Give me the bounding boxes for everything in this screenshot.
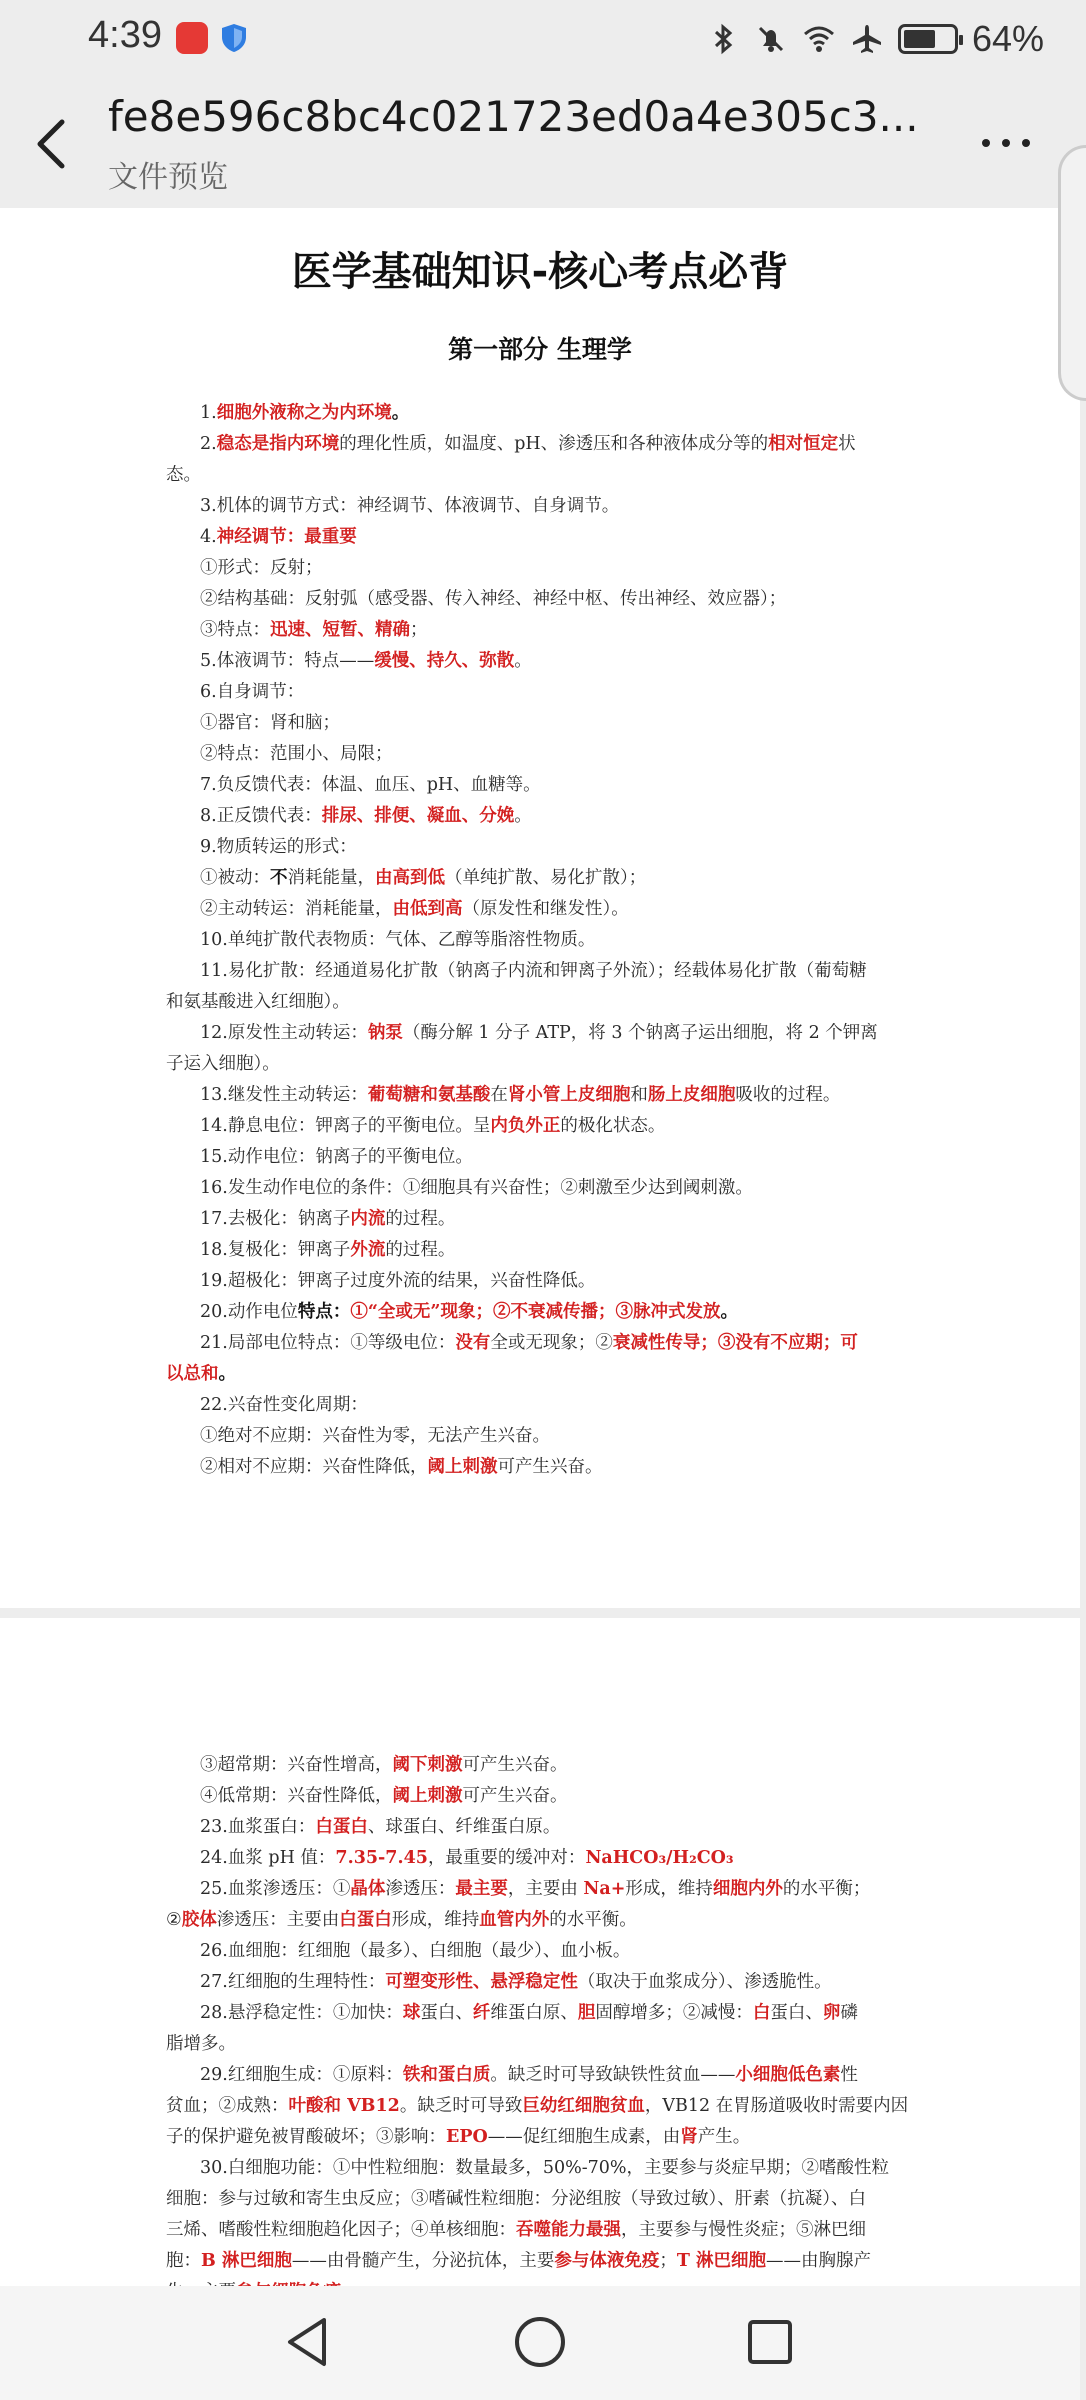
- highlighted-text: 肾: [680, 2127, 698, 2147]
- text-segment: 脂增多。: [166, 2034, 236, 2054]
- text-line: [166, 1359, 918, 1390]
- text-line: [200, 398, 952, 429]
- text-segment: 的极化状态。: [560, 1116, 666, 1136]
- text-line: [166, 2184, 918, 2215]
- text-segment: ；: [659, 2251, 677, 2271]
- text-line: [200, 894, 952, 925]
- battery-icon: [898, 24, 958, 54]
- text-segment: 消耗能量，: [287, 868, 375, 888]
- text-line: [166, 987, 918, 1018]
- text-segment: 三烯、嗜酸性粒细胞趋化因子；④单核细胞：: [166, 2220, 516, 2240]
- text-segment: 7.负反馈代表：体温、血压、pH、血糖等。: [200, 775, 541, 795]
- text-segment: ——促红细胞生成素，由: [487, 2127, 681, 2147]
- huawei-app-icon: [176, 22, 208, 54]
- document-page-1[interactable]: [0, 208, 1080, 1608]
- text-line: [200, 1390, 952, 1421]
- highlighted-text: 胶体: [181, 1910, 217, 1930]
- text-segment: 16.发生动作电位的条件：①细胞具有兴奋性；②刺激至少达到阈刺激。: [200, 1178, 753, 1198]
- highlighted-text: 钠泵: [367, 1023, 403, 1043]
- text-segment: 3.机体的调节方式：神经调节、体液调节、自身调节。: [200, 496, 620, 516]
- text-segment: 1.: [200, 403, 217, 423]
- file-preview-subtitle: 文件预览: [108, 160, 228, 195]
- text-segment: 的过程。: [385, 1240, 456, 1260]
- text-segment: 5.体液调节：特点——: [200, 651, 375, 671]
- title-bar: [0, 80, 1080, 208]
- text-segment: ②特点：范围小、局限；: [200, 744, 393, 764]
- text-segment: 渗透压：: [385, 1879, 456, 1899]
- text-segment: ，主要参与慢性炎症；⑤淋巴细: [621, 2220, 866, 2240]
- battery-level: [904, 30, 935, 48]
- text-segment: 可产生兴奋。: [462, 1755, 568, 1775]
- text-segment: 25.血浆渗透压：①: [200, 1879, 351, 1899]
- text-line: [166, 2091, 918, 2122]
- text-segment: 2.: [200, 434, 217, 454]
- text-line: [200, 832, 952, 863]
- text-segment: ①器官：肾和脑；: [200, 713, 340, 733]
- text-segment: 的理化性质，如温度、pH、渗透压和各种液体成分等的: [339, 434, 769, 454]
- text-line: [200, 863, 952, 894]
- text-segment: 30.白细胞功能：①中性粒细胞：数量最多，50%-70%，主要参与炎症早期；②嗜酸性粒: [200, 2158, 890, 2178]
- text-line: [200, 801, 952, 832]
- text-segment: （取决于血浆成分）、渗透脆性。: [577, 1972, 832, 1992]
- text-segment: 。缺乏时可导致缺铁性贫血——: [490, 2065, 736, 2085]
- text-segment: 蛋白、: [420, 2003, 473, 2023]
- text-segment: 形成，维持: [625, 1879, 713, 1899]
- text-line: [200, 1812, 952, 1843]
- text-segment: 18.复极化：钾离子: [200, 1240, 351, 1260]
- text-line: [200, 1266, 952, 1297]
- text-line: [200, 1452, 952, 1483]
- text-line: [200, 925, 952, 956]
- text-segment: 全或无现象；②: [490, 1333, 613, 1353]
- text-line: [200, 491, 952, 522]
- text-segment: 29.红细胞生成：①原料：: [200, 2065, 403, 2085]
- shield-icon: [220, 22, 248, 54]
- text-line: [200, 1874, 952, 1905]
- highlighted-text: 迅速、短暂、精确: [270, 620, 410, 640]
- text-segment: 10.单纯扩散代表物质：气体、乙醇等脂溶性物质。: [200, 930, 596, 950]
- highlighted-text: 内负外正: [490, 1116, 561, 1136]
- text-segment: 形成，维持: [391, 1910, 480, 1930]
- text-segment: 不: [270, 868, 288, 888]
- text-segment: 15.动作电位：钠离子的平衡电位。: [200, 1147, 473, 1167]
- highlighted-text: 衰减性传导；③没有不应期；可: [612, 1333, 858, 1353]
- highlighted-text: 白: [752, 2003, 771, 2023]
- highlighted-text: 可塑变形性、悬浮稳定性: [385, 1972, 578, 1992]
- highlighted-text: 晶体: [350, 1879, 386, 1899]
- text-line: [200, 956, 952, 987]
- status-icons: [706, 16, 1044, 62]
- text-segment: 。: [720, 1302, 738, 1322]
- highlighted-text: 神经调节：最重要: [216, 527, 357, 547]
- highlighted-text: NaHCO₃/H₂CO₃: [585, 1848, 734, 1868]
- highlighted-text: 阈下刺激: [392, 1755, 463, 1775]
- text-segment: ③特点：: [200, 620, 270, 640]
- more-options-icon[interactable]: [976, 128, 1036, 158]
- text-segment: 。: [218, 1364, 236, 1384]
- text-segment: 12.原发性主动转运：: [200, 1023, 368, 1043]
- text-line: [200, 739, 952, 770]
- text-segment: 、球蛋白、纤维蛋白原。: [367, 1817, 561, 1837]
- text-segment: 26.血细胞：红细胞（最多）、白细胞（最少）、血小板。: [200, 1941, 631, 1961]
- text-segment: ①形式：反射；: [200, 558, 323, 578]
- text-segment: 28.悬浮稳定性：①加快：: [200, 2003, 403, 2023]
- wifi-icon: [802, 22, 836, 56]
- text-line: [200, 553, 952, 584]
- text-segment: 4.: [200, 527, 217, 547]
- text-segment: 24.血浆 pH 值：: [200, 1848, 336, 1868]
- status-bar: [0, 0, 1080, 80]
- text-line: [166, 2246, 918, 2277]
- navigation-bar: [0, 2286, 1080, 2400]
- text-segment: 的水平衡。: [549, 1910, 637, 1930]
- highlighted-text: Na+: [583, 1879, 626, 1899]
- text-segment: 胞：: [166, 2251, 201, 2271]
- text-line: [200, 708, 952, 739]
- text-segment: ——由骨髓产生，分泌抗体，主要: [291, 2251, 555, 2271]
- text-segment: ②结构基础：反射弧（感受器、传入神经、神经中枢、传出神经、效应器）；: [200, 589, 787, 609]
- text-segment: 。: [514, 806, 532, 826]
- highlighted-text: 卵: [822, 2003, 841, 2023]
- text-segment: 在: [490, 1085, 508, 1105]
- text-segment: 渗透压：主要由: [216, 1910, 340, 1930]
- highlighted-text: 参与体液免疫: [554, 2251, 660, 2271]
- text-segment: ②主动转运：消耗能量，: [200, 899, 393, 919]
- side-panel-handle[interactable]: [1058, 145, 1086, 401]
- text-segment: （单纯扩散、易化扩散）；: [445, 868, 647, 888]
- highlighted-text: 纤: [472, 2003, 491, 2023]
- text-line: [200, 615, 952, 646]
- text-segment: 14.静息电位：钾离子的平衡电位。呈: [200, 1116, 491, 1136]
- highlighted-text: 最主要: [455, 1879, 508, 1899]
- text-segment: 子的保护避免被胃酸破坏；③影响：: [166, 2127, 446, 2147]
- highlighted-text: 白蛋白: [339, 1910, 392, 1930]
- text-segment: 蛋白、: [770, 2003, 823, 2023]
- text-line: [200, 1781, 952, 1812]
- text-segment: （酶分解 1 分子 ATP，将 3 个钠离子运出细胞，将 2 个钾离: [402, 1023, 878, 1043]
- text-line: [200, 522, 952, 553]
- text-line: [200, 2060, 952, 2091]
- text-segment: ②: [166, 1910, 182, 1930]
- text-segment: 可产生兴奋。: [497, 1457, 603, 1477]
- text-line: [200, 1080, 952, 1111]
- text-segment: ③超常期：兴奋性增高，: [200, 1755, 393, 1775]
- text-segment: 的水平衡；: [782, 1879, 871, 1899]
- text-segment: 磷: [840, 2003, 858, 2023]
- text-segment: 17.去极化：钠离子: [200, 1209, 351, 1229]
- highlighted-text: B 淋巴细胞: [201, 2251, 292, 2271]
- highlighted-text: 细胞内外: [712, 1879, 783, 1899]
- text-segment: ①绝对不应期：兴奋性为零，无法产生兴奋。: [200, 1426, 550, 1446]
- document-page-2[interactable]: [0, 1618, 1080, 2286]
- text-segment: 细胞：参与过敏和寄生虫反应；③嗜碱性粒细胞：分泌组胺（导致过敏）、肝素（抗凝）、白: [166, 2189, 866, 2209]
- mute-bell-icon: [754, 22, 788, 56]
- text-line: [166, 1049, 918, 1080]
- text-segment: 子运入细胞）。: [166, 1054, 280, 1074]
- text-segment: 23.血浆蛋白：: [200, 1817, 316, 1837]
- highlighted-text: 稳态是指内环境: [216, 434, 340, 454]
- text-segment: ；: [410, 620, 428, 640]
- highlighted-text: 白蛋白: [315, 1817, 368, 1837]
- text-segment: 8.正反馈代表：: [200, 806, 322, 826]
- text-segment: 和氨基酸进入红细胞）。: [166, 992, 350, 1012]
- text-segment: ，VB12 在胃肠道吸收时需要内因: [644, 2096, 909, 2116]
- highlighted-text: 葡萄糖和氨基酸: [367, 1085, 491, 1105]
- text-line: [200, 1936, 952, 1967]
- highlighted-text: 以总和: [166, 1364, 219, 1384]
- text-segment: 态。: [166, 465, 201, 485]
- text-segment: 的过程。: [385, 1209, 456, 1229]
- text-segment: 贫血；②成熟：: [166, 2096, 289, 2116]
- highlighted-text: 叶酸和 VB12: [288, 2096, 400, 2116]
- text-segment: 。: [391, 403, 410, 423]
- text-line: [200, 1998, 952, 2029]
- highlighted-text: ①“全或无”现象；②不衰减传播；③脉冲式发放: [350, 1302, 721, 1322]
- text-segment: ——由胸腺产: [766, 2251, 872, 2271]
- text-line: [200, 1297, 952, 1328]
- text-segment: 固醇增多；②减慢：: [595, 2003, 753, 2023]
- text-segment: ，最重要的缓冲对：: [427, 1848, 586, 1868]
- text-line: [200, 1421, 952, 1452]
- highlighted-text: 缓慢、持久、弥散: [374, 651, 515, 671]
- highlighted-text: 吞噬能力最强: [516, 2220, 621, 2240]
- highlighted-text: 由高到低: [375, 868, 445, 888]
- document-title: 医学基础知识-核心考点必背: [291, 249, 789, 295]
- text-segment: （原发性和继发性）。: [462, 899, 629, 919]
- nav-home-icon[interactable]: [510, 2312, 570, 2372]
- text-segment: 状: [838, 434, 856, 454]
- airplane-icon: [850, 22, 884, 56]
- text-segment: 22.兴奋性变化周期：: [200, 1395, 368, 1415]
- text-line: [166, 2029, 918, 2060]
- text-segment: ②相对不应期：兴奋性降低，: [200, 1457, 428, 1477]
- highlighted-text: 内流: [350, 1209, 386, 1229]
- text-segment: 20.动作电位: [200, 1302, 298, 1322]
- highlighted-text: 肠上皮细胞: [647, 1085, 736, 1105]
- text-line: [200, 770, 952, 801]
- text-segment: 6.自身调节：: [200, 682, 305, 702]
- text-line: [200, 429, 952, 460]
- text-line: [200, 646, 952, 677]
- text-segment: 产生。: [697, 2127, 751, 2147]
- text-line: [200, 1843, 952, 1874]
- text-line: [200, 1018, 952, 1049]
- text-segment: 和: [630, 1085, 648, 1105]
- text-line: [200, 1204, 952, 1235]
- highlighted-text: 小细胞低色素: [735, 2065, 841, 2085]
- highlighted-text: 没有: [455, 1333, 491, 1353]
- text-line: [166, 460, 918, 491]
- text-segment: 吸收的过程。: [735, 1085, 841, 1105]
- highlighted-text: 7.35-7.45: [335, 1848, 428, 1868]
- highlighted-text: 血管内外: [479, 1910, 550, 1930]
- text-line: [200, 677, 952, 708]
- highlighted-text: 铁和蛋白质: [402, 2065, 491, 2085]
- text-segment: 性: [840, 2065, 858, 2085]
- highlighted-text: T 淋巴细胞: [676, 2251, 767, 2271]
- highlighted-text: 排尿、排便、凝血、分娩: [321, 806, 515, 826]
- text-segment: 9.物质转运的形式：: [200, 837, 357, 857]
- text-segment: 。缺乏时可导致: [399, 2096, 523, 2116]
- highlighted-text: EPO: [446, 2127, 488, 2147]
- text-segment: 19.超极化：钾离子过度外流的结果，兴奋性降低。: [200, 1271, 596, 1291]
- text-line: [200, 2153, 952, 2184]
- status-time: 4:39: [88, 14, 162, 56]
- text-line: [200, 1235, 952, 1266]
- highlighted-text: 细胞外液称之为内环境: [216, 403, 392, 423]
- back-arrow-icon[interactable]: [28, 114, 76, 174]
- text-segment: 。: [514, 651, 532, 671]
- text-segment: 27.红细胞的生理特性：: [200, 1972, 386, 1992]
- text-line: [200, 1173, 952, 1204]
- text-segment: ④低常期：兴奋性降低，: [200, 1786, 393, 1806]
- highlighted-text: 相对恒定: [768, 434, 839, 454]
- text-line: [166, 2122, 918, 2153]
- text-line: [200, 1967, 952, 1998]
- highlighted-text: 球: [402, 2003, 421, 2023]
- text-line: [166, 2215, 918, 2246]
- battery-percent: 64%: [971, 18, 1044, 59]
- section-heading: 第一部分 生理学: [448, 335, 632, 364]
- file-title: fe8e596c8bc4c021723ed0a4e305c3...: [108, 92, 919, 141]
- text-segment: 维蛋白原、: [490, 2003, 578, 2023]
- text-segment: 21.局部电位特点：①等级电位：: [200, 1333, 456, 1353]
- text-line: [200, 1111, 952, 1142]
- highlighted-text: 巨幼红细胞贫血: [522, 2096, 645, 2116]
- highlighted-text: 由低到高: [392, 899, 463, 919]
- text-segment: 可产生兴奋。: [462, 1786, 568, 1806]
- text-segment: 13.继发性主动转运：: [200, 1085, 368, 1105]
- text-segment: 特点：: [297, 1302, 351, 1322]
- text-segment: 11.易化扩散：经通道易化扩散（钠离子内流和钾离子外流）；经载体易化扩散（葡萄糖: [200, 961, 867, 981]
- text-segment: ①被动：: [200, 868, 270, 888]
- text-line: [200, 1328, 952, 1359]
- text-segment: ，主要由: [507, 1879, 584, 1899]
- text-line: [200, 584, 952, 615]
- highlighted-text: 阈上刺激: [392, 1786, 463, 1806]
- highlighted-text: 胆: [577, 2003, 596, 2023]
- nav-recents-icon[interactable]: [740, 2312, 800, 2372]
- nav-back-icon[interactable]: [278, 2312, 338, 2372]
- highlighted-text: 肾小管上皮细胞: [507, 1085, 631, 1105]
- highlighted-text: 外流: [350, 1240, 386, 1260]
- text-line: [200, 1142, 952, 1173]
- highlighted-text: 阈上刺激: [427, 1457, 498, 1477]
- bluetooth-icon: [706, 22, 740, 56]
- text-line: [200, 1750, 952, 1781]
- text-line: [166, 1905, 918, 1936]
